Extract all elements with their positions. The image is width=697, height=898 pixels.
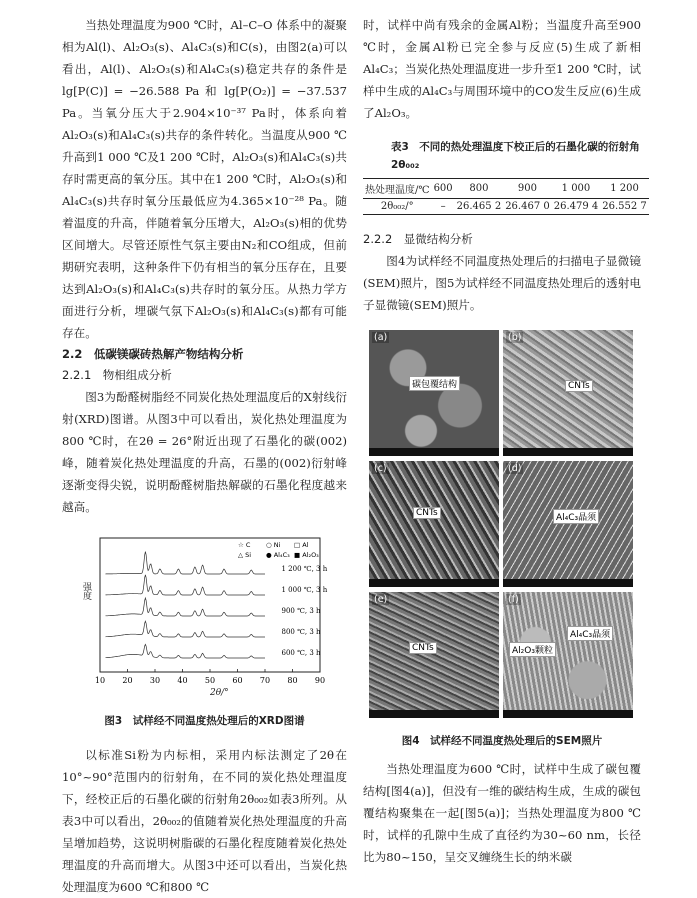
figure-4-caption: 图4 试样经不同温度热处理后的SEM照片 bbox=[401, 735, 603, 747]
table-header-cell: 热处理温度/℃ bbox=[365, 185, 430, 196]
right-column bbox=[363, 0, 647, 868]
sem-scale-strip bbox=[369, 579, 499, 587]
xrd-trace bbox=[106, 598, 266, 616]
legend-entry: ● Al₄C₃ bbox=[266, 551, 290, 559]
table-3 bbox=[363, 178, 649, 215]
x-tick-label: 70 bbox=[259, 676, 271, 685]
sem-panel-f bbox=[503, 592, 633, 718]
sem-panel-a bbox=[369, 330, 499, 456]
xrd-trace bbox=[106, 644, 266, 658]
sem-scale-strip bbox=[369, 710, 499, 718]
x-tick-label: 50 bbox=[204, 676, 216, 685]
series-label: 600 ℃, 3 h bbox=[281, 649, 321, 657]
sem-panel-b bbox=[503, 330, 633, 456]
table-header-cell: 1 200 bbox=[610, 183, 639, 194]
panel-annotation: CNTs bbox=[413, 507, 441, 519]
table-cell: 26.552 7 bbox=[602, 201, 647, 212]
left-column bbox=[62, 0, 347, 898]
table-cell: 26.467 0 bbox=[505, 201, 550, 212]
series-label: 800 ℃, 3 h bbox=[281, 628, 321, 636]
panel-label: (d) bbox=[508, 463, 522, 474]
table-row bbox=[363, 199, 649, 215]
paragraph-sem-results: 当热处理温度为600 ℃时，试样中生成了碳包覆结构[图4(a)]，但没有一维的碳结构生成，生成的碳包覆结构聚集在一起[图5(a)]；当热处理温度为800 ℃时，试样的孔隙中生成了直径约为30~60 nm，长径比为80~150，呈交叉缠绕生长的纳米碳 bbox=[363, 762, 641, 864]
figure-3-caption: 图3 试样经不同温度热处理后的XRD图谱 bbox=[104, 715, 305, 727]
xrd-chart bbox=[62, 530, 347, 690]
sem-panel-c bbox=[369, 461, 499, 587]
section-heading-2-2: 2.2 低碳镁碳砖热解产物结构分析 bbox=[62, 347, 244, 361]
panel-label: (f) bbox=[508, 594, 519, 605]
series-label: 900 ℃, 3 h bbox=[281, 607, 321, 615]
table-3-caption: 表3 不同的热处理温度下校正后的石墨化碳的衍射角2θ₀₀₂ bbox=[391, 141, 640, 171]
sem-panel-e bbox=[369, 592, 499, 718]
panel-annotation: CNTs bbox=[409, 642, 437, 654]
panel-annotation: CNTs bbox=[565, 380, 593, 392]
x-tick-label: 80 bbox=[287, 676, 298, 685]
table-header-cell: 600 bbox=[433, 183, 453, 194]
table-header-row bbox=[363, 179, 649, 199]
table-header-cell: 1 000 bbox=[561, 183, 591, 194]
legend-entry: ■ Al₂O₃ bbox=[294, 551, 319, 559]
sem-scale-strip bbox=[503, 448, 633, 456]
panel-label: (c) bbox=[374, 463, 387, 474]
paragraph-thermodynamics: 当热处理温度为900 ℃时，Al–C–O 体系中的凝聚相为Al(l)、Al₂O₃(s)、Al₄C₃(s)和C(s)，由图2(a)可以看出，Al(l)、Al₂O₃(s)和Al₄C₃(s)稳定共存的条件是 lg[P(C)] = −26.588 Pa 和 lg[P(O₂)] = −37.537 Pa。当氧分压大于2.904×10⁻³⁷ Pa时，体系向着Al₂O₃(s)和Al₄C₃(s)共存的条件转化。当温度从900 ℃升高到1 000 ℃及1 200 ℃时，Al₂O₃(s)和Al₄C₃(s)共存时需更高的氧分压。其中在1 200 ℃时，Al₂O₃(s)和Al₄C₃(s)共存时氧分压最低应为4.365×10⁻²⁸ Pa。随着温度的升高，伴随着氧分压增大，Al₂O₃(s)相的优势区间增大。尽管还原性气氛主要由N₂和CO组成，但前期研究表明，这种条件下仍有相当的氧分压存在，且要达到Al₂O₃(s)和Al₄C₃(s)共存时的氧分压。从热力学方面进行分析，埋碳气氛下Al₂O₃(s)和Al₄C₃(s)都有可能存在。 bbox=[62, 18, 347, 340]
table-header-cell: 900 bbox=[517, 183, 537, 194]
x-tick-label: 10 bbox=[94, 676, 106, 685]
panel-annotation: Al₂O₃颗粒 bbox=[509, 642, 556, 657]
section-heading-2-2-2: 2.2.2 显微结构分析 bbox=[363, 232, 473, 246]
paragraph-microstructure: 图4为试样经不同温度热处理后的扫描电子显微镜(SEM)照片，图5为试样经不同温度热处理后的透射电子显微镜(SEM)照片。 bbox=[363, 254, 641, 312]
series-label: 1 000 ℃, 3 h bbox=[281, 586, 328, 594]
legend-entry: △ Si bbox=[238, 551, 251, 559]
x-tick-label: 90 bbox=[314, 676, 326, 685]
panel-label: (e) bbox=[374, 594, 388, 605]
x-tick-label: 30 bbox=[149, 676, 161, 685]
section-heading-2-2-1: 2.2.1 物相组成分析 bbox=[62, 368, 172, 382]
legend-entry: ☆ C bbox=[238, 541, 251, 549]
table-cell: – bbox=[440, 201, 446, 212]
panel-label: (a) bbox=[374, 332, 388, 343]
paragraph-xrd: 图3为酚醛树脂经不同炭化热处理温度后的X射线衍射(XRD)图谱。从图3中可以看出，炭化热处理温度为800 ℃时，在2θ = 26°附近出现了石墨化的碳(002)峰，随着炭化热处理温度的升高，石墨的(002)衍射峰逐渐变得尖锐，说明酚醛树脂热解碳的石墨化程度越来越高。 bbox=[62, 390, 347, 514]
paragraph-internal-standard: 以标准Si粉为内标相，采用内标法测定了2θ在10°~90°范围内的衍射角，在不同的炭化热处理温度下，经校正后的石墨化碳的衍射角2θ₀₀₂如表3所列。从表3中可以看出，2θ₀₀₂的值随着炭化热处理温度的升高呈增加趋势，这说明树脂碳的石墨化程度随着炭化热处理温度的升高而增大。从图3中还可以看出，当炭化热处理温度为600 ℃和800 ℃ bbox=[62, 748, 347, 894]
legend-entry: □ Al bbox=[294, 541, 309, 549]
paragraph-al-reaction: 时，试样中尚有残余的金属Al粉；当温度升高至900 ℃时，金属Al粉已完全参与反应(5)生成了新相Al₄C₃；当炭化热处理温度进一步升至1 200 ℃时，试样中生成的Al₄C₃与周围环境中的CO发生反应(6)生成了Al₂O₃。 bbox=[363, 18, 641, 120]
xrd-trace bbox=[106, 575, 266, 595]
panel-annotation: Al₄C₃晶须 bbox=[553, 509, 599, 524]
sem-panel-d bbox=[503, 461, 633, 587]
legend-entry: ○ Ni bbox=[266, 541, 281, 549]
sem-scale-strip bbox=[369, 448, 499, 456]
sem-scale-strip bbox=[503, 579, 633, 587]
panel-annotation: 碳包覆结构 bbox=[409, 376, 460, 391]
table-header-cell: 800 bbox=[469, 183, 489, 194]
table-cell: 26.465 2 bbox=[456, 201, 502, 212]
figure-3 bbox=[62, 530, 347, 708]
xrd-trace bbox=[106, 621, 266, 637]
figure-4-sem-grid bbox=[369, 330, 635, 722]
panel-annotation-2: Al₄C₃晶须 bbox=[567, 626, 613, 641]
table-cell: 2θ₀₀₂/° bbox=[380, 201, 414, 212]
sem-scale-strip bbox=[503, 710, 633, 718]
x-tick-label: 60 bbox=[232, 676, 243, 685]
series-label: 1 200 ℃, 3 h bbox=[281, 565, 328, 573]
x-tick-label: 20 bbox=[122, 676, 133, 685]
panel-label: (b) bbox=[508, 332, 522, 343]
y-axis-label: 强度 bbox=[81, 582, 91, 600]
table-cell: 26.479 4 bbox=[553, 201, 599, 212]
x-tick-label: 40 bbox=[177, 676, 188, 685]
x-axis-label: 2θ/° bbox=[210, 688, 229, 698]
